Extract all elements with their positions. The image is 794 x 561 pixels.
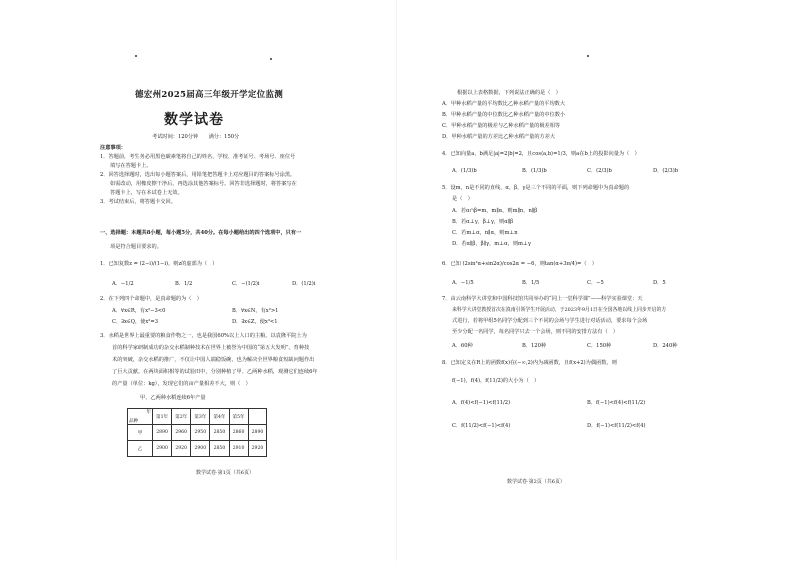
notice-line: 1．答题前，考生务必用黑色碳素笔将自己的姓名、学校、准考证号、考场号、座位号 [100,154,296,160]
table-cell: 2920 [248,441,267,457]
q7-option-d: D．240种 [653,343,678,349]
q5-option-c: C．若m⊥α，n∥α，则m⊥n [452,230,518,236]
table-cell: 2960 [172,425,191,441]
notice-heading: 注意事项： [100,145,126,151]
table-cell: 2900 [153,441,172,457]
corner-kind: 品种 [129,419,139,424]
section1-intro-cont: 项是符合题目要求的。 [110,244,162,250]
notice-line: 如需改动，用橡皮擦干净后，再选涂其他答案标号。回答非选择题时，将答案写在 [110,181,297,187]
table-cell: 2950 [191,425,210,441]
table-header-cell: 第4年 [210,409,229,425]
table-row [128,425,267,441]
q1-option-b: B．1/2 [175,281,193,287]
q3-option-d: D．甲种水稻产量的方差比乙种水稻产量的方差大 [442,134,556,140]
row-label: 乙 [128,441,153,457]
q3-line: 术的突破，杂交水稻的推广，不仅让中国人端稳饭碗，也为解决全世界粮食短缺问题作出 [112,357,315,363]
scan-speck [270,58,272,60]
q2-option-d: D．∃x∈Z，使x³<1 [232,319,278,325]
page-footer: 数学试卷·第2页（共6页） [507,479,565,485]
table-cell: 2910 [229,441,248,457]
question-4: 4．已知向量a，b满足|a|=2|b|=2，且cos⟨a,b⟩=1/3，则a在b上的投影向量为（ ） [442,151,640,157]
exam-title: 德宏州2025届高三年级开学定位监测 [135,90,284,100]
table-header-cell: 第5年 [229,409,248,425]
q5-option-a: A．若α∩β=m，m∥α，则m∥n，n∥β [452,208,538,214]
table-header-cell: 第1年 [153,409,172,425]
table-header-cell [248,409,267,425]
q3-line: 首的科学家研制成功的杂交水稻制种技术在世界上被誉为中国的“第五大发明”。育种技 [112,345,310,351]
q4-option-a: A．(1/3)b [452,168,477,174]
notice-line: 3．考试结束后，将答题卡交回。 [100,199,176,205]
q7-line: 至少分配一名同学，每名同学只去一个会场，则不同的安排方法有（ ） [452,329,619,335]
q7-line: 7．由云南科学大讲堂和中国科技馆共同举办的“同上一堂科学课”——科学实验课堂：天 [442,296,643,302]
scan-speck [587,55,589,57]
q1-option-c: C．−(1/2)i [232,281,260,287]
q4-option-d: D．(2/3)b [653,168,679,174]
q2-option-a: A．∀x∈R，有x²−3<0 [112,308,166,314]
table-cell: 2900 [191,441,210,457]
notice-line: 2．回答选择题时，选出每小题答案后，用铅笔把答题卡上对应题目的答案标号涂黑。 [100,172,296,178]
row-label: 甲 [128,425,153,441]
notice-line: 填写在答题卡上。 [110,163,152,169]
q3-option-c: C．甲种水稻产量的极差与乙种水稻产量的极差相等 [442,123,561,129]
table-header-cell: 第3年 [191,409,210,425]
table-cell: 2850 [210,441,229,457]
q2-option-c: C．∃x∈Q，使x²=3 [112,319,159,325]
question-1: 1．已知复数z = (2−i)/(1−i)，则z的虚部为（ ） [100,261,218,267]
q8-option-a: A．f(4)<f(−1)<f(11/2) [452,400,511,406]
q3-continuation: 根据以上表格数据，下列说法正确的是（ ） [457,90,561,96]
q7-option-a: A．60种 [452,343,473,349]
q3-line: 的产量（单位：kg），发现它们的亩产量相差不大，则（ ） [112,381,251,387]
corner-year: 年 [146,410,151,415]
q6-option-c: C．−5 [587,280,604,286]
table-cell: 2920 [172,441,191,457]
q6-option-d: D．5 [653,280,666,286]
q7-line: 来科学大讲堂教授首次在滇南引领学生开展活动，于2023年9月1日在全国各地以线上同步开启的方 [452,307,667,313]
exam-meta: 考试时间：120分钟 满分：150分 [152,134,240,140]
question-6: 6．已知 (2sin²α+sin2α)/cos2α = −6，则tan(α+3π/4)=（ ） [442,261,597,267]
q4-option-b: B．(1/3)b [522,168,547,174]
table-cell: 2890 [153,425,172,441]
q5-option-b: B．若α⊥γ，β⊥γ，则α∥β [452,219,514,225]
yield-table [127,408,267,457]
section1-intro: 一、选择题：本题共8小题，每小题5分，共40分。在每小题给出的四个选项中，只有一 [100,230,302,236]
q8-option-d: D．f(−1)<f(11/2)<f(4) [587,423,646,429]
table-cell: 2890 [248,425,267,441]
scan-speck [135,55,137,57]
table-caption: 甲、乙两种水稻连续6年产量 [140,395,206,401]
q3-line: 了巨大贡献。在两块面积相等的试验田中，分别种植了甲、乙两种水稻，观测它们连续6年 [112,369,318,375]
q4-option-c: C．(2/3)b [587,168,612,174]
notice-line: 答题卡上，写在本试卷上无效。 [110,190,183,196]
question-8: 8．已知定义在R上的函数f(x)在(−∞,2)内为减函数，且f(x+2)为偶函数，则 [442,360,617,366]
q2-option-b: B．∀x∈N，有x²>1 [232,308,279,314]
page-footer: 数学试卷·第1页（共6页） [196,470,254,476]
table-cell: 2860 [229,425,248,441]
q5-option-d: D．若α∥β，β∥γ，m⊥α，则m⊥γ [452,241,531,247]
q7-line: 式进行，若将甲组5名同学分配到三个不同的会场与学生进行对话活动，要求每个会场 [452,318,648,324]
exam-page-2 [397,0,794,561]
table-header-row [128,409,267,425]
q1-option-d: D．(1/2)i [292,281,316,287]
q3-option-a: A．甲种水稻产量的平均数比乙种水稻产量的平均数大 [442,101,566,107]
question-5: 5．设m，n是不同的直线，α，β，γ是三个不同的平面，则下列命题中为真命题的 [442,185,630,191]
table-corner [128,409,153,425]
q6-option-a: A．−1/5 [452,280,474,286]
q8-option-c: C．f(11/2)<f(−1)<f(4) [452,423,511,429]
question-5-cont: 是（ ） [452,196,473,202]
q8-option-b: B．f(−1)<f(4)<f(11/2) [587,400,646,406]
q7-option-c: C．150种 [587,343,612,349]
q3-line: 3．水稻是世界上最重要的粮食作物之一，也是我国60%以上人口的主粮。以袁隆平院士为 [100,333,307,339]
table-row [128,441,267,457]
question-2: 2．在下列四个命题中，是真命题的为（ ） [100,296,202,302]
q1-option-a: A．−1/2 [112,281,134,287]
table-header-cell: 第2年 [172,409,191,425]
q7-option-b: B．120种 [522,343,547,349]
q6-option-b: B．1/5 [522,280,540,286]
table-cell: 2850 [210,425,229,441]
q3-option-b: B．甲种水稻产量的中位数比乙种水稻产量的中位数小 [442,112,566,118]
question-8-cont: f(−1)，f(4)，f(11/2)的大小为（ ） [452,378,540,384]
subject-title: 数学试卷 [164,112,224,128]
